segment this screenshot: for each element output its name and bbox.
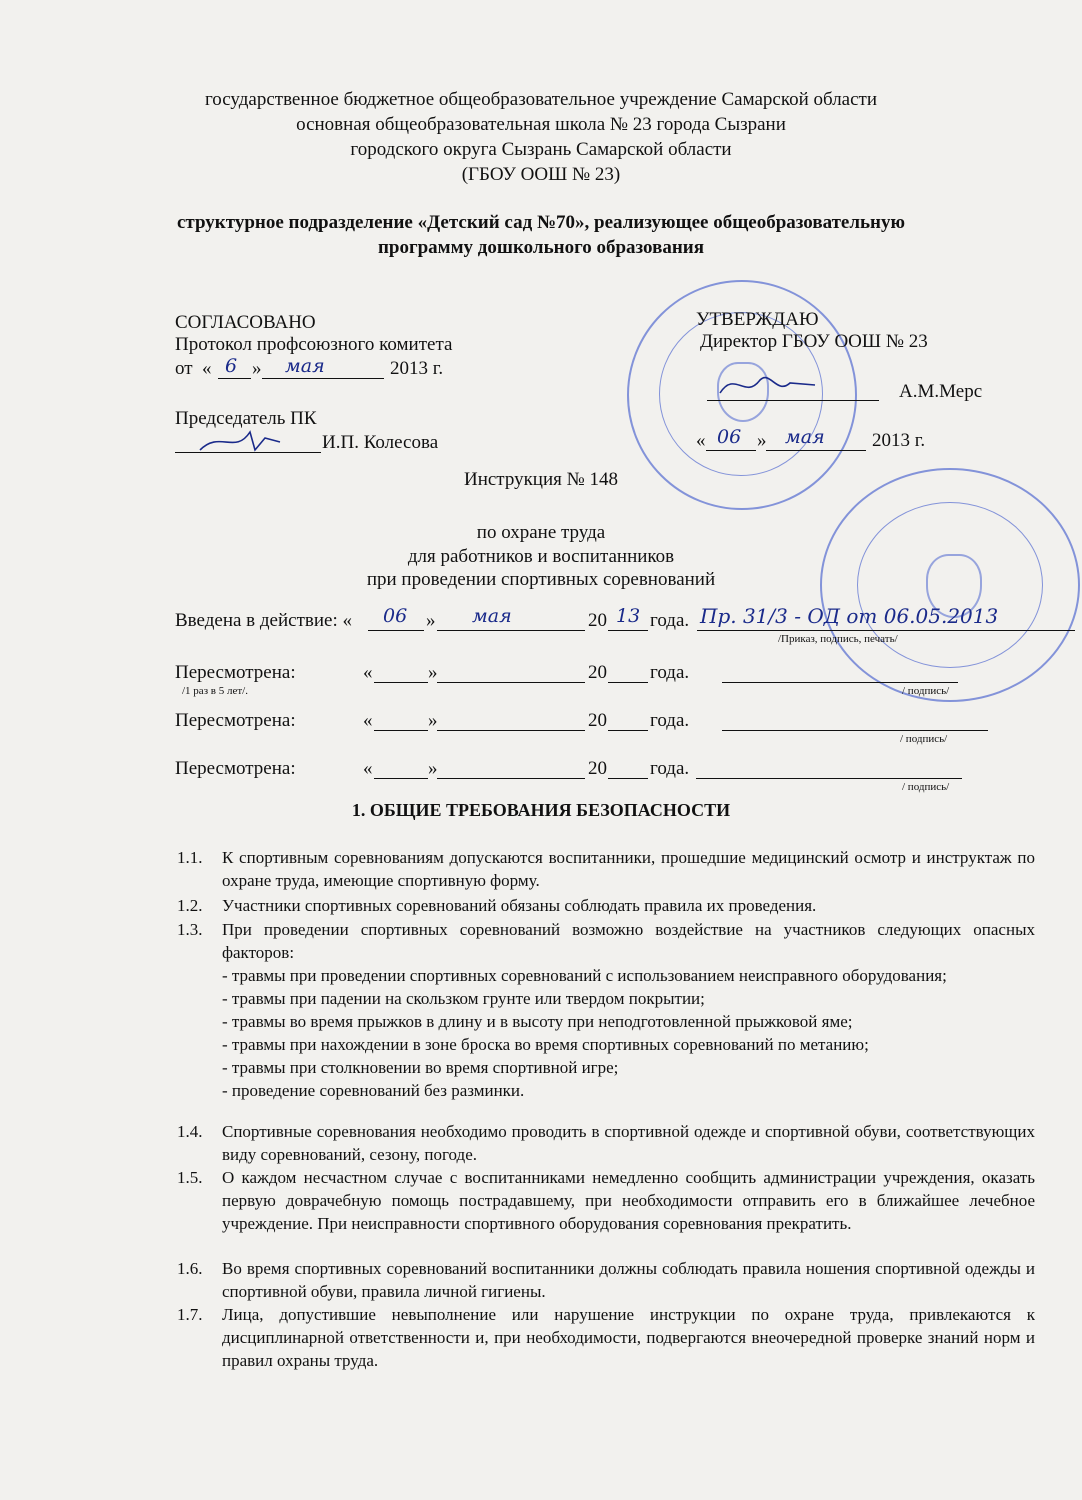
revision-1-label: Пересмотрена: bbox=[175, 662, 296, 683]
hazard-item: - травмы при падении на скользком грунте или твердом покрытии; bbox=[222, 989, 705, 1008]
agreed-year: 2013 г. bbox=[390, 358, 444, 379]
item-text: О каждом несчастном случае с воспитанниками немедленно сообщить администрации учреждения, оказать первую доврачебную помощь пострадавшему, при необходимости отправить его в ближайшее лечебное учреждение. При неисправности спортивного оборудования соревнования прекратить. bbox=[222, 1168, 1035, 1233]
item-number: 1.3. bbox=[177, 920, 203, 939]
revision-1-year-word: года. bbox=[650, 662, 690, 683]
revision-1-close: » bbox=[428, 662, 438, 683]
approved-date-close: » bbox=[757, 430, 767, 451]
approved-position: Директор ГБОУ ООШ № 23 bbox=[700, 331, 928, 352]
list-item bbox=[177, 1120, 1035, 1166]
revision-3-close: » bbox=[428, 758, 438, 779]
item-number: 1.2. bbox=[177, 896, 203, 915]
revision-1-open: « bbox=[363, 662, 373, 683]
enacted-caption: /Приказ, подпись, печать/ bbox=[778, 633, 898, 645]
item-text: Спортивные соревнования необходимо проводить в спортивной одежде и спортивной обуви, соответствующих виду соревнований, сезону, погоде. bbox=[222, 1122, 1035, 1164]
org-line-4: (ГБОУ ООШ № 23) bbox=[461, 164, 621, 185]
item-text: Во время спортивных соревнований воспитанники должны соблюдать правила ношения спортивной одежды и спортивной обуви, правила личной гигиены. bbox=[222, 1259, 1035, 1301]
item-text: К спортивным соревнованиям допускаются воспитанники, прошедшие медицинский осмотр и инструктаж по охране труда, имеющие спортивную форму. bbox=[222, 848, 1035, 890]
list-item bbox=[177, 1303, 1035, 1372]
revision-3-year-prefix: 20 bbox=[588, 758, 607, 779]
hazard-item: - травмы во время прыжков в длину и в высоту при неподготовленной прыжковой яме; bbox=[222, 1012, 853, 1031]
chairman-signature bbox=[195, 420, 285, 460]
subdivision-line-2: программу дошкольного образования bbox=[377, 237, 705, 258]
revision-3-open: « bbox=[363, 758, 373, 779]
hazard-item: - травмы при проведении спортивных соревнований с использованием неисправного оборудования; bbox=[222, 966, 947, 985]
revision-2-open: « bbox=[363, 710, 373, 731]
agreed-day-handwritten: 6 bbox=[225, 355, 238, 377]
chairman-label: Председатель ПК bbox=[175, 408, 317, 429]
enacted-day-handwritten: 06 bbox=[383, 605, 408, 627]
item-number: 1.4. bbox=[177, 1122, 203, 1141]
item-text: Лица, допустившие невыполнение или нарушение инструкции по охране труда, привлекаются к дисциплинарной ответственности и, при необходимости, подвергаются внеочередной проверке знаний норм и правил охраны труда. bbox=[222, 1305, 1035, 1370]
item-number: 1.1. bbox=[177, 848, 203, 867]
list-item bbox=[177, 1166, 1035, 1235]
revision-2-year-word: года. bbox=[650, 710, 690, 731]
revision-2-year-prefix: 20 bbox=[588, 710, 607, 731]
subdivision-line-1: структурное подразделение «Детский сад №70», реализующее общеобразовательную bbox=[176, 212, 906, 233]
agreed-protocol: Протокол профсоюзного комитета bbox=[175, 334, 453, 355]
list-item bbox=[177, 846, 1035, 892]
chairman-name: И.П. Колесова bbox=[322, 432, 439, 453]
item-number: 1.7. bbox=[177, 1305, 203, 1324]
approved-year: 2013 г. bbox=[872, 430, 926, 451]
org-line-1: государственное бюджетное общеобразовательное учреждение Самарской области bbox=[204, 89, 878, 110]
hazard-item: - травмы при нахождении в зоне броска во время спортивных соревнований по метанию; bbox=[222, 1035, 869, 1054]
approved-name: А.М.Мерс bbox=[899, 381, 983, 402]
agreed-title: СОГЛАСОВАНО bbox=[175, 312, 316, 333]
revision-3-year-word: года. bbox=[650, 758, 690, 779]
enacted-order-handwritten: Пр. 31/3 - ОД от 06.05.2013 bbox=[700, 604, 999, 628]
instruction-title: Инструкция № 148 bbox=[463, 469, 619, 490]
enacted-year-suffix-handwritten: 13 bbox=[616, 605, 641, 627]
list-item bbox=[177, 918, 1035, 1102]
enacted-month-handwritten: мая bbox=[472, 605, 512, 627]
revision-3-label: Пересмотрена: bbox=[175, 758, 296, 779]
org-line-3: городского округа Сызрань Самарской области bbox=[350, 139, 732, 160]
revision-2-label: Пересмотрена: bbox=[175, 710, 296, 731]
approved-day-handwritten: 06 bbox=[717, 426, 742, 448]
enacted-year-word: года. bbox=[650, 610, 690, 631]
instruction-subtitle-2: для работников и воспитанников bbox=[407, 546, 675, 567]
revision-3-caption: / подпись/ bbox=[902, 781, 950, 793]
hazard-item: - проведение соревнований без разминки. bbox=[222, 1081, 525, 1100]
instruction-subtitle-1: по охране труда bbox=[476, 522, 606, 543]
revision-1-note: /1 раз в 5 лет/. bbox=[182, 685, 248, 697]
section-1-title: 1. ОБЩИЕ ТРЕБОВАНИЯ БЕЗОПАСНОСТИ bbox=[351, 800, 731, 820]
approved-month-handwritten: мая bbox=[785, 426, 825, 448]
instruction-subtitle-3: при проведении спортивных соревнований bbox=[366, 569, 716, 590]
item-number: 1.5. bbox=[177, 1168, 203, 1187]
agreed-month-quote: » bbox=[252, 358, 262, 379]
enacted-quote: » bbox=[426, 610, 436, 631]
item-text: При проведении спортивных соревнований возможно воздействие на участников следующих опасных факторов: bbox=[222, 920, 1035, 962]
revision-1-year-prefix: 20 bbox=[588, 662, 607, 683]
director-signature bbox=[715, 365, 825, 405]
org-line-2: основная общеобразовательная школа № 23 города Сызрани bbox=[296, 114, 786, 135]
enacted-label: Введена в действие: « bbox=[175, 610, 352, 631]
item-text: Участники спортивных соревнований обязаны соблюдать правила их проведения. bbox=[222, 896, 817, 915]
approved-title: УТВЕРЖДАЮ bbox=[696, 309, 819, 330]
enacted-year-prefix: 20 bbox=[588, 610, 607, 631]
list-item bbox=[177, 894, 1035, 917]
item-number: 1.6. bbox=[177, 1259, 203, 1278]
hazard-item: - травмы при столкновении во время спортивной игре; bbox=[222, 1058, 619, 1077]
list-item bbox=[177, 1257, 1035, 1303]
revision-2-close: » bbox=[428, 710, 438, 731]
approved-date-open: « bbox=[696, 430, 706, 451]
revision-2-caption: / подпись/ bbox=[900, 733, 948, 745]
agreed-from-prefix: от « bbox=[175, 358, 212, 379]
revision-1-caption: / подпись/ bbox=[902, 685, 950, 697]
agreed-month-handwritten: мая bbox=[285, 355, 325, 377]
